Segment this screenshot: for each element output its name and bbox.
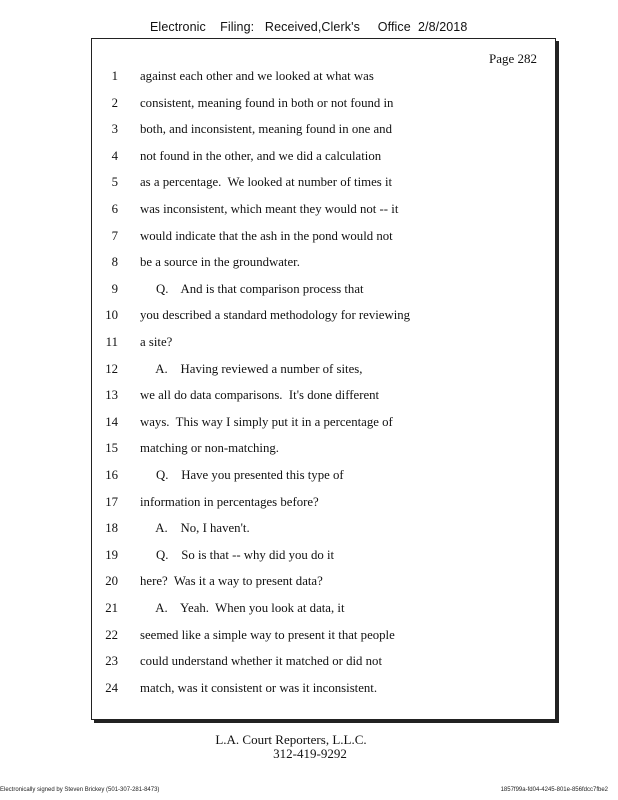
line-number: 5 (111, 175, 118, 190)
line-text: you described a standard methodology for reviewing (140, 308, 411, 323)
line-text: both, and inconsistent, meaning found in one and (140, 122, 392, 137)
line-text: not found in the other, and we did a calculation (140, 148, 382, 163)
line-number: 7 (111, 228, 118, 243)
line-text: Q. And is that comparison process that (140, 281, 364, 296)
line-text: seemed like a simple way to present it that people (140, 627, 395, 642)
transcript-page (91, 38, 556, 720)
line-text: could understand whether it matched or did not (140, 654, 383, 669)
line-number: 8 (111, 255, 118, 270)
line-number: 13 (105, 388, 118, 403)
line-number: 20 (105, 574, 118, 589)
line-text: match, was it consistent or was it inconsistent. (140, 680, 378, 695)
line-number: 6 (111, 202, 118, 216)
transcript-line (92, 122, 555, 149)
line-number: 22 (105, 627, 118, 642)
transcript-line (92, 574, 555, 601)
line-number: 4 (111, 148, 118, 163)
line-number: 18 (105, 521, 118, 536)
line-text: would indicate that the ash in the pond would not (140, 228, 393, 243)
line-number: 10 (105, 308, 118, 323)
line-number: 15 (105, 441, 118, 456)
transcript-line (92, 96, 555, 123)
line-text: as a percentage. We looked at number of times it (140, 175, 393, 190)
filing-stamp-header: Electronic Filing: Received,Clerk's Office 2/8/2018 (150, 20, 468, 34)
transcript-line (92, 229, 555, 256)
transcript-line (92, 521, 555, 548)
transcript-line (92, 628, 555, 655)
reporter-company: L.A. Court Reporters, L.L.C. (215, 732, 367, 747)
line-text: be a source in the groundwater. (140, 255, 300, 270)
line-text: consistent, meaning found in both or not found in (140, 95, 394, 110)
line-number: 12 (105, 361, 118, 376)
transcript-line (92, 69, 555, 96)
line-text: information in percentages before? (140, 494, 319, 509)
line-text: we all do data comparisons. It's done different (140, 388, 380, 403)
line-number: 9 (111, 281, 118, 296)
line-number: 24 (105, 680, 118, 695)
transcript-line (92, 175, 555, 202)
line-number: 14 (105, 414, 118, 429)
line-text: ways. This way I simply put it in a percentage of (140, 414, 393, 429)
line-text: A. Yeah. When you look at data, it (140, 601, 345, 615)
transcript-line (92, 202, 555, 229)
transcript-line (92, 495, 555, 522)
page-number: Page 282 (488, 51, 537, 66)
line-text: Q. So is that -- why did you do it (140, 547, 335, 562)
transcript-line (92, 282, 555, 309)
line-number: 21 (105, 601, 118, 615)
line-text: a site? (140, 335, 173, 349)
transcript-line (92, 415, 555, 442)
transcript-line (92, 468, 555, 495)
document-id: 1857f99a-fd04-4245-801e-856fdcc7fbe2 (500, 787, 608, 793)
transcript-line (92, 441, 555, 468)
transcript-line (92, 388, 555, 415)
transcript-line (92, 654, 555, 681)
transcript-line (92, 255, 555, 282)
line-text: against each other and we looked at what was (140, 69, 374, 83)
transcript-line (92, 308, 555, 335)
line-number: 17 (105, 494, 118, 509)
transcript-line (92, 149, 555, 176)
line-text: was inconsistent, which meant they would not -- it (140, 202, 399, 216)
reporter-phone: 312-419-9292 (273, 746, 347, 761)
line-text: A. No, I haven't. (140, 521, 250, 536)
line-text: Q. Have you presented this type of (140, 468, 344, 482)
line-text: here? Was it a way to present data? (140, 574, 323, 589)
line-number: 2 (111, 95, 118, 110)
line-number: 3 (111, 122, 118, 137)
transcript-line (92, 362, 555, 389)
transcript-line (92, 548, 555, 575)
line-number: 1 (111, 69, 118, 83)
line-number: 11 (105, 335, 118, 349)
transcript-line (92, 335, 555, 362)
transcript-line (92, 601, 555, 628)
line-number: 23 (105, 654, 118, 669)
reporter-footer (0, 733, 618, 761)
line-text: matching or non-matching. (140, 441, 279, 456)
electronic-signature: Electronically signed by Steven Brickey (501-307-281-8473) (0, 787, 160, 793)
line-text: A. Having reviewed a number of sites, (140, 361, 363, 376)
line-number: 19 (105, 547, 118, 562)
transcript-line (92, 681, 555, 708)
line-number: 16 (105, 468, 118, 482)
